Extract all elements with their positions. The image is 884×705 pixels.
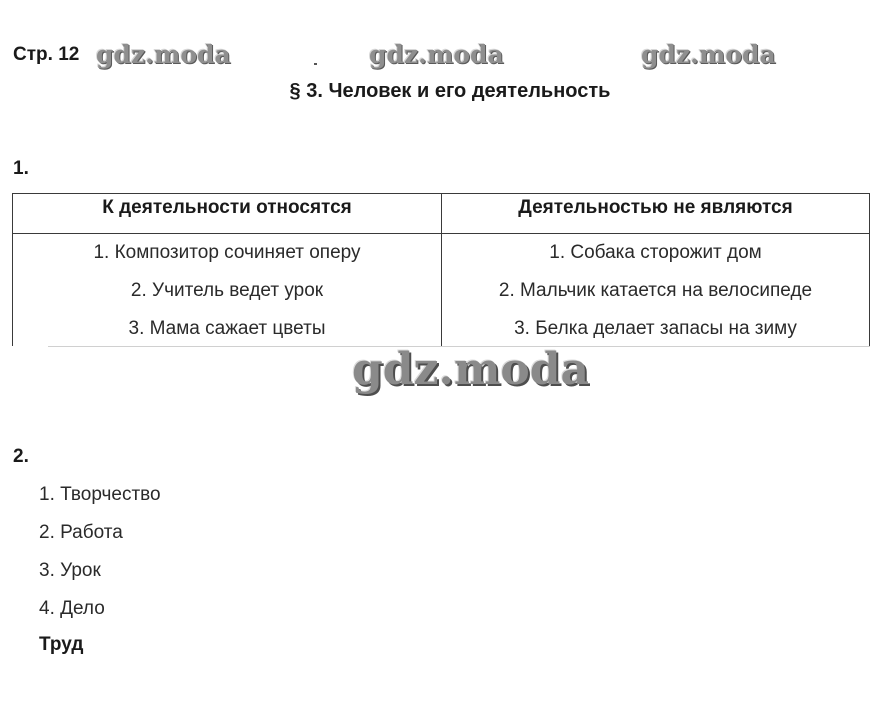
section-title-text: § 3. Человек и его деятельность (289, 80, 611, 102)
table-column-activities (13, 194, 442, 346)
watermark-logo: gdz.moda (96, 40, 231, 69)
task-1-number: 1. (13, 158, 29, 179)
column-header: К деятельности относятся (13, 194, 441, 234)
table-cell: 3. Белка делает запасы на зиму (514, 318, 797, 339)
watermark-logo: gdz.moda (369, 40, 504, 69)
activity-table (12, 193, 870, 346)
table-cell: 1. Собака сторожит дом (549, 242, 762, 263)
column-cells (13, 234, 441, 348)
table-cell: 3. Мама сажает цветы (128, 318, 326, 339)
page-number: Стр. 12 (13, 44, 80, 65)
table-cell: 1. Композитор сочиняет оперу (93, 242, 361, 263)
list-item: 1. Творчество (39, 484, 161, 505)
table-column-non-activities (442, 194, 869, 346)
section-title (0, 80, 884, 103)
task-2-list (39, 476, 161, 628)
dot-mark (314, 63, 317, 65)
list-item: 4. Дело (39, 598, 105, 619)
table-cell: 2. Учитель ведет урок (130, 280, 324, 301)
column-cells (442, 234, 869, 348)
list-item: 2. Работа (39, 522, 123, 543)
list-item: 3. Урок (39, 560, 101, 581)
column-header: Деятельностью не являются (442, 194, 869, 234)
task-2-number: 2. (13, 446, 29, 467)
watermark-logo: gdz.moda (641, 40, 776, 69)
watermark-logo-large: gdz.moda (352, 344, 590, 395)
table-cell: 2. Мальчик катается на велосипеде (498, 280, 813, 301)
task-2-answer: Труд (39, 634, 84, 655)
